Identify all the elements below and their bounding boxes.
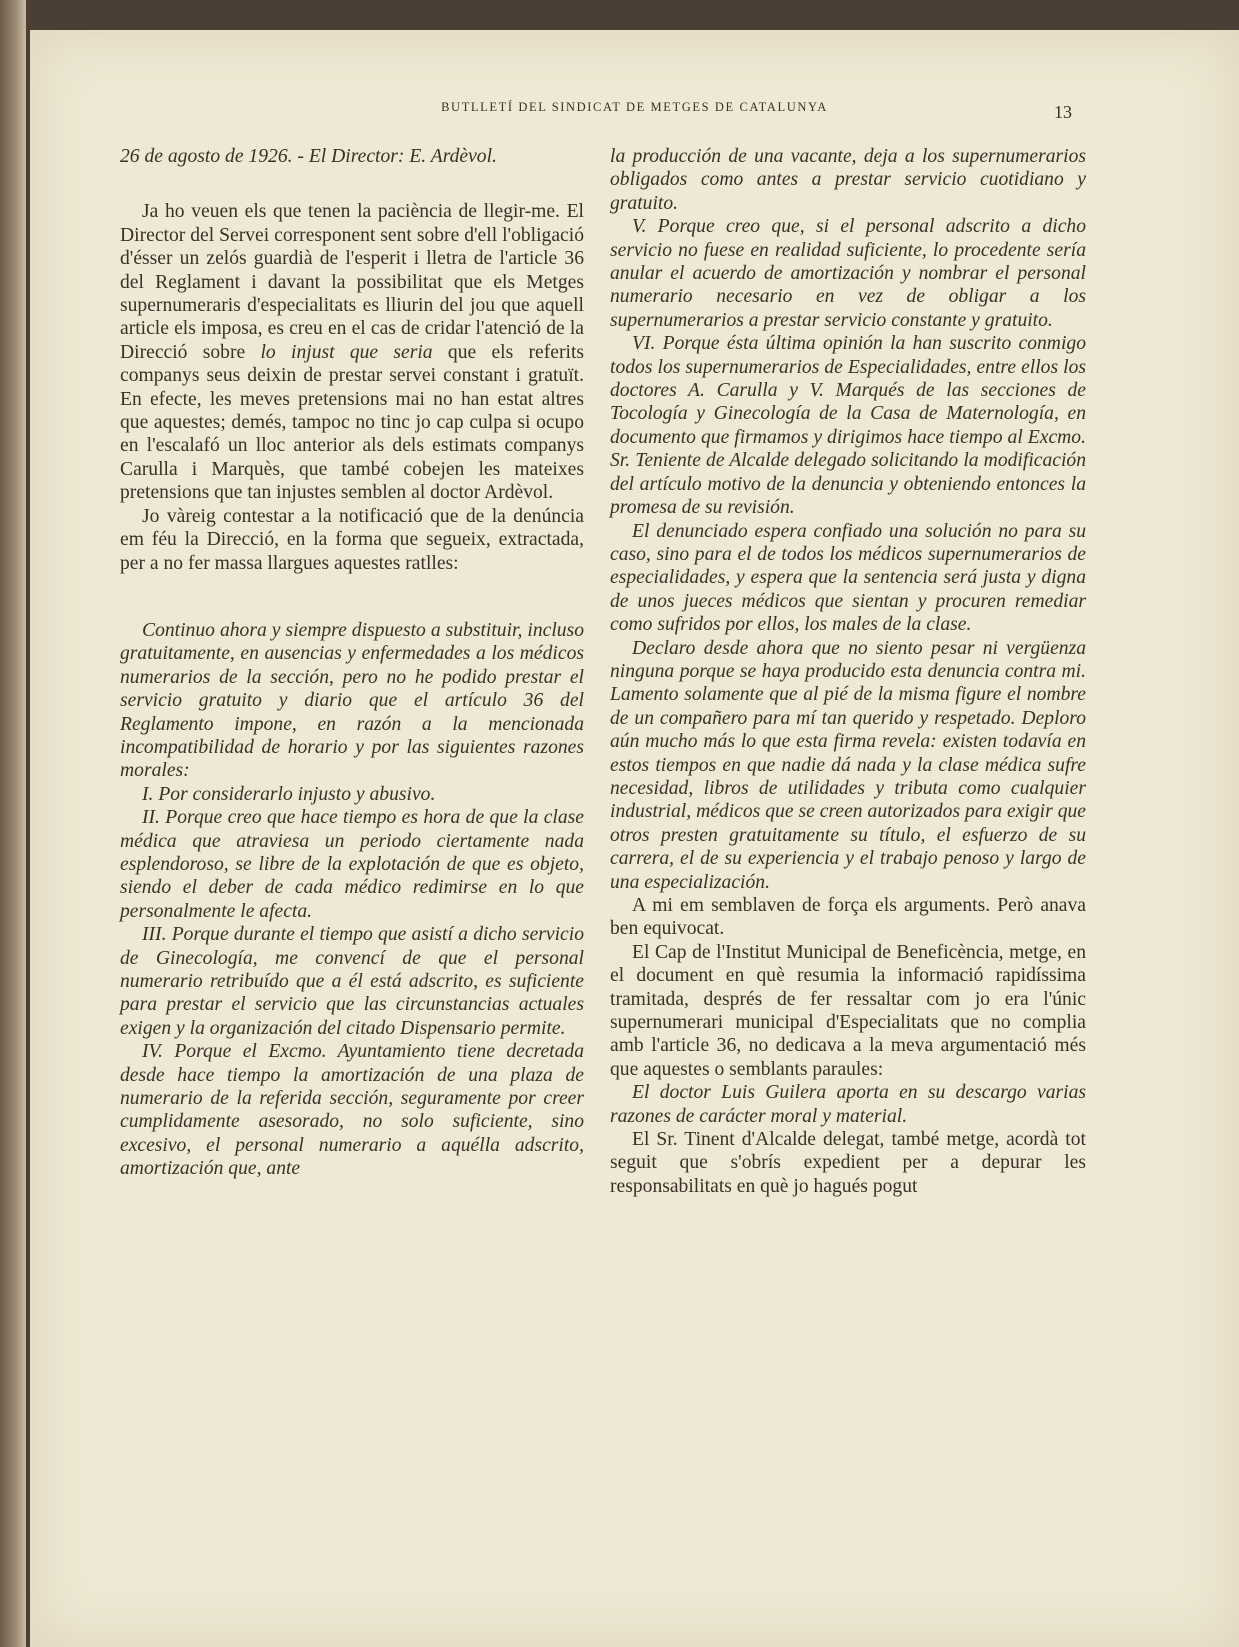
paragraph: V. Porque creo que, si el personal adscrito a dicho servicio no fuese en realidad suficiente, lo procedente sería anular el acuerdo de amortización y nombrar el personal numerario necesario en vez de obligar a los supernumerarios a prestar servicio constante y gratuito. xyxy=(610,216,1086,331)
paragraph: la producción de una vacante, deja a los supernumerarios obligados como antes a prestar servicio cuotidiano y gratuito. xyxy=(610,146,1086,214)
paragraph: IV. Porque el Excmo. Ayuntamiento tiene decretada desde hace tiempo la amortización de una plaza de numerario de la referida sección, seguramente por creer cumplidamente asesorado, no solo suficiente, sino excesivo, el personal numerario a aquélla adscrito, amortización que, ante xyxy=(120,1041,584,1180)
left-column xyxy=(120,145,584,1181)
paragraph: Declaro desde ahora que no siento pesar ni vergüenza ninguna porque se haya producido esta denuncia contra mi. Lamento solamente que al pié de la misma figure el nombre de un compañero para mí tan querido y respetado. Deploro aún mucho más lo que esta firma revela: existen todavía en estos tiempos en que nadie dá nada y la clase médica sufre necesidad, libros de utilidades y tributa como cualquier industrial, médicos que se creen autorizados para exigir que otros presten gratuitamente su título, el esfuerzo de su carrera, el de su experiencia y el trabajo penoso y largo de una especialización. xyxy=(610,637,1086,893)
paragraph: El denunciado espera confiado una solución no para su caso, sino para el de todos los médicos supernumerarios de especialidades, y espera que la sentencia será justa y digna de unos jueces médicos que sientan y procuren remediar como sufridos por ellos, los males de la clase. xyxy=(610,520,1086,636)
paragraph: II. Porque creo que hace tiempo es hora de que la clase médica que atraviesa un periodo ciertamente nada esplendoroso, se libre de la explotación de que es objeto, siendo el deber de cada médico redimirse en lo que personalmente le afecta. xyxy=(120,807,584,922)
paragraph: III. Porque durante el tiempo que asistí a dicho servicio de Ginecología, me convencí de que el personal numerario retribuído que a él está adscrito, es suficiente para prestar el servicio que las circunstancias actuales exigen y la organización del citado Dispensario permite. xyxy=(120,924,584,1039)
book-spine-shadow xyxy=(0,0,26,1647)
paragraph: 26 de agosto de 1926. - El Director: E. Ardèvol. xyxy=(120,146,497,167)
paragraph: El doctor Luis Guilera aporta en su descargo varias razones de carácter moral y material. xyxy=(610,1082,1086,1127)
right-column xyxy=(610,145,1086,1198)
scanned-page xyxy=(30,30,1239,1647)
paragraph: El Sr. Tinent d'Alcalde delegat, també metge, acordà tot seguit que s'obrís expedient per a depurar les responsabilitats en què jo hagués pogut xyxy=(610,1129,1086,1197)
text-run: Ja ho veuen els que tenen la paciència de llegir-me. El Director del Servei corresponent sent sobre d'ell l'obligació d'ésser un zelós guardià de l'esperit i lletra de l'article 36 del Reglament i davant la possibilitat que els Metges supernumeraris d'especialitats es lliurin del jou que aquell article els imposa, es creu en el cas de cridar l'atenció de la Direcció sobre xyxy=(120,201,584,363)
italic-phrase: lo injust que seria xyxy=(260,341,433,363)
paragraph: I. Por considerarlo injusto y abusivo. xyxy=(142,783,436,805)
running-head: BUTLLETÍ DEL SINDICAT DE METGES DE CATALUNYA xyxy=(441,100,828,114)
text-run: que els referits companys seus deixin de prestar servei constant i gratuït. En efecte, les meves pretensions mai no han estat altres que aquestes; demés, tampoc no tinc jo cap culpa si ocupo en l'escalafó un lloc anterior als dels estimats companys Carulla i Marquès, que també cobejen les mateixes pretensions que tan injustes semblen al doctor Ardèvol. xyxy=(120,341,585,504)
paragraph: VI. Porque ésta última opinión la han suscrito conmigo todos los supernumerarios de Especialidades, entre ellos los doctores A. Carulla y V. Marqués de las secciones de Tocología y Ginecología de la Casa de Maternología, en documento que firmamos y dirigimos hace tiempo al Excmo. Sr. Teniente de Alcalde delegado solicitando la modificación del artículo motivo de la denuncia y obteniendo entonces la promesa de su revisión. xyxy=(610,333,1086,519)
paragraph: Jo vàreig contestar a la notificació que de la denúncia em féu la Direcció, en la forma que segueix, extractada, per a no fer massa llargues aquestes ratlles: xyxy=(120,505,584,574)
page-number: 13 xyxy=(1054,102,1072,122)
paragraph: Continuo ahora y siempre dispuesto a substituir, incluso gratuitamente, en ausencias y enfermedades a los médicos numerarios de la sección, pero no he podido prestar el servicio gratuito y diario que el artículo 36 del Reglamento impone, en razón a la mencionada incompatibilidad de horario y por las siguientes razones morales: xyxy=(120,619,584,782)
paragraph: A mi em semblaven de força els arguments. Però anava ben equivocat. xyxy=(610,895,1086,940)
paragraph xyxy=(120,200,584,504)
paragraph: El Cap de l'Institut Municipal de Beneficència, metge, en el document en què resumia la informació rapidíssima tramitada, després de fer ressaltar com jo era l'únic supernumerari municipal d'Especialitats que no complia amb l'article 36, no dedicava a la meva argumentació més que aquestes o semblants paraules: xyxy=(610,941,1086,1080)
